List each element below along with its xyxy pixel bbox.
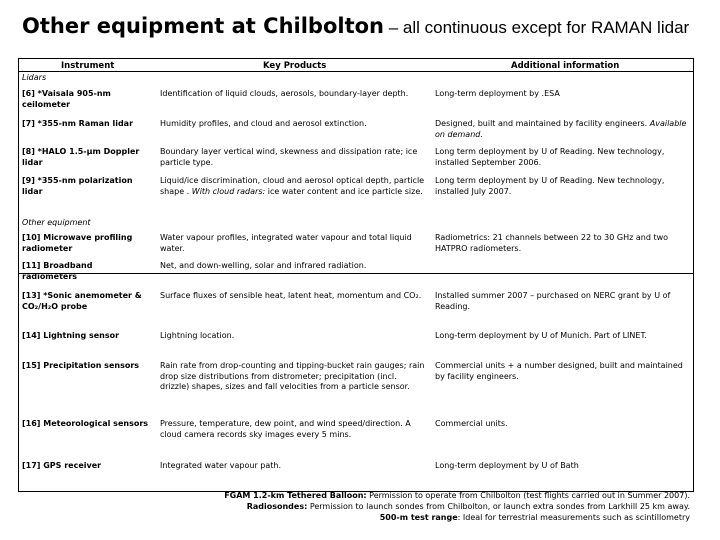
row-info: Designed, built and maintained by facility engineers. Available on demand. <box>435 119 687 139</box>
row-info: Radiometrics: 21 channels between 22 to 30 GHz and two HATPRO radiometers. <box>435 233 669 253</box>
row-products: Net, and down-welling, solar and infrared radiation. <box>160 261 367 270</box>
row-info: Long term deployment by U of Reading. New technology, installed September 2006. <box>435 147 665 167</box>
row-instrument: [15] Precipitation sensors <box>22 361 140 370</box>
header-key-products: Key Products <box>263 61 327 71</box>
row-instrument: [7] *355-nm Raman lidar <box>22 119 134 128</box>
row-products: Boundary layer vertical wind, skewness and dissipation rate; ice particle type. <box>160 147 418 167</box>
row-products: Water vapour profiles, integrated water vapour and total liquid water. <box>160 233 412 253</box>
header-instrument: Instrument <box>61 61 115 71</box>
row-products: Rain rate from drop-counting and tipping-bucket rain gauges; rain drop size distributions from distrometer; precipitation (incl. drizzle) shapes, sizes and fall velocities from a particle sensor. <box>160 361 425 391</box>
title-main: Other equipment at Chilbolton <box>22 14 384 38</box>
row-info: Installed summer 2007 – purchased on NERC grant by U of Reading. <box>435 291 671 311</box>
header-rule <box>19 71 693 72</box>
row-products: Integrated water vapour path. <box>160 461 282 470</box>
footer-note: FGAM 1.2-km Tethered Balloon: Permission to operate from Chilbolton (test flights carried out in Summer 2007). <box>224 491 690 500</box>
footer-notes <box>224 490 690 523</box>
row-products: Identification of liquid clouds, aerosols, boundary-layer depth. <box>160 89 409 98</box>
row-info: Long term deployment by U of Reading. New technology, installed July 2007. <box>435 176 665 196</box>
footer-note: 500-m test range: Ideal for terrestrial measurements such as scintillometry <box>379 513 690 522</box>
row-instrument: [8] *HALO 1.5-μm Doppler lidar <box>22 147 140 167</box>
page-title <box>22 14 689 38</box>
row-instrument: [9] *355-nm polarization lidar <box>22 176 133 196</box>
equipment-table <box>18 58 694 492</box>
row-info: Commercial units. <box>435 419 508 428</box>
row-instrument: [11] Broadband radiometers <box>22 261 93 281</box>
row-instrument: [10] Microwave profiling radiometer <box>22 233 133 253</box>
footer-note: Radiosondes: Permission to launch sondes from Chilbolton, or launch extra sondes from Larkhill 25 km away. <box>246 502 690 511</box>
row-instrument: [16] Meteorological sensors <box>22 419 149 428</box>
row-info: Long-term deployment by U of Bath <box>435 461 579 470</box>
row-info: Long-term deployment by .ESA <box>435 89 560 98</box>
row-instrument: [17] GPS receiver <box>22 461 102 470</box>
row-info: Commercial units + a number designed, built and maintained by facility engineers. <box>435 361 683 381</box>
row-info: Long-term deployment by U of Munich. Part of LINET. <box>435 331 647 340</box>
row-products: Surface fluxes of sensible heat, latent heat, momentum and CO₂. <box>160 291 422 300</box>
row-products: Humidity profiles, and cloud and aerosol extinction. <box>160 119 367 128</box>
title-subtitle: – all continuous except for RAMAN lidar <box>383 18 690 37</box>
row-products: Liquid/ice discrimination, cloud and aerosol optical depth, particle shape . With cloud radars: ice water content and ice particle size. <box>160 176 425 196</box>
row-products: Pressure, temperature, dew point, and wind speed/direction. A cloud camera records sky images every 5 mins. <box>160 419 411 439</box>
row-products: Lightning location. <box>160 331 235 340</box>
header-additional-info: Additional information <box>511 61 620 71</box>
section-label-lidars: Lidars <box>22 73 47 82</box>
row-instrument: [6] *Vaisala 905-nm ceilometer <box>22 89 111 109</box>
row-instrument: [13] *Sonic anemometer & CO₂/H₂O probe <box>22 291 142 311</box>
row-instrument: [14] Lightning sensor <box>22 331 120 340</box>
section-label-other-equipment: Other equipment <box>22 218 91 227</box>
